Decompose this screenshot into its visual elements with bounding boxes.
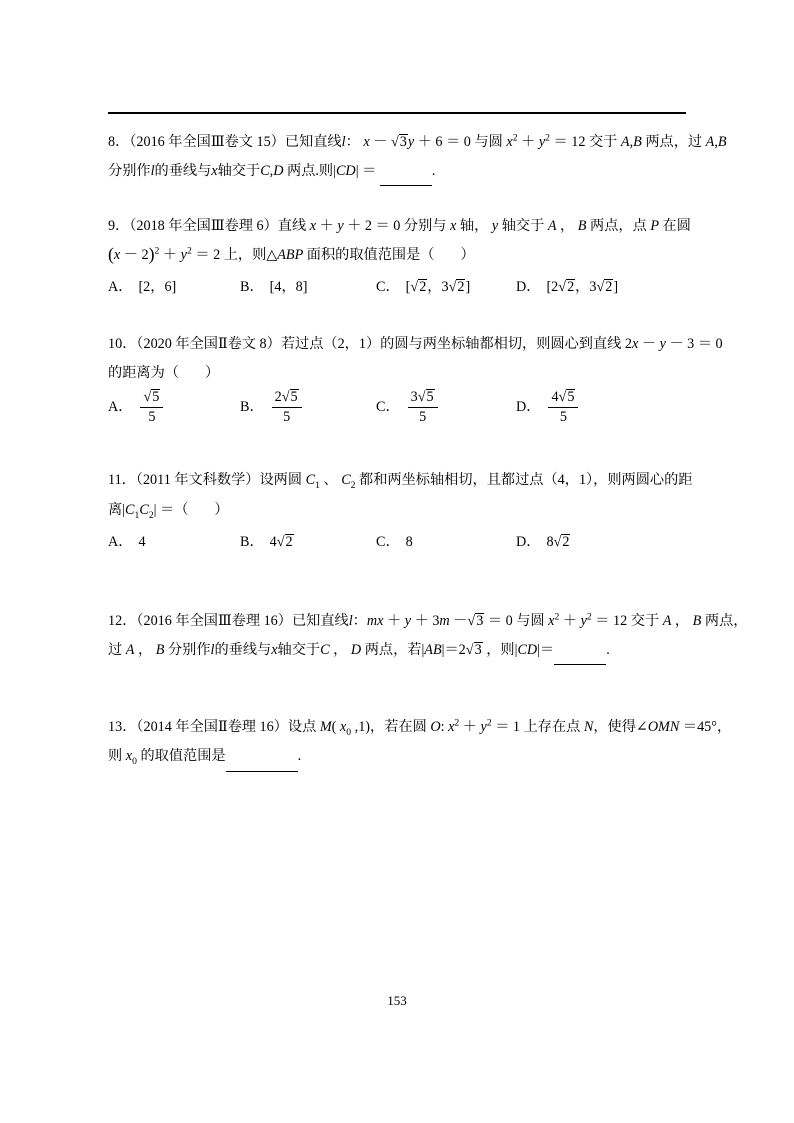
question-11	[108, 466, 693, 558]
question-10-line-1: 10．（2020 年全国Ⅱ卷文 8）若过点（2，1）的圆与两坐标轴都相切，则圆心到直线 2x － y － 3 ＝ 0	[108, 335, 723, 352]
option-d[interactable]: D． [2√2，3√2]	[516, 279, 619, 296]
option-c[interactable]: C． [√2，3√2]	[376, 279, 471, 296]
question-12-source: （2016 年全国Ⅲ卷理 16）	[136, 612, 292, 629]
question-10-number: 10	[108, 335, 123, 352]
option-b[interactable]: B． $\frac{2√5}{5}$	[240, 390, 376, 426]
question-8-source: （2016 年全国Ⅲ卷文 15）	[129, 134, 285, 150]
option-d[interactable]: D． 8√2	[516, 534, 570, 551]
option-c[interactable]: C． $\frac{3√5}{5}$	[376, 390, 516, 426]
question-13	[108, 713, 732, 772]
question-11-line-2: 离$|C_1C_2|$ ＝（ ）	[108, 501, 229, 521]
question-11-options	[108, 527, 686, 558]
option-c[interactable]: C． 8	[376, 534, 413, 551]
answer-blank	[554, 650, 606, 664]
header-rule	[108, 112, 686, 114]
question-11-number: 11	[108, 472, 122, 489]
question-10-source: （2020 年全国Ⅱ卷文 8）	[136, 335, 281, 352]
question-9-number: 9	[108, 218, 116, 235]
page-content	[108, 112, 748, 798]
question-9	[108, 212, 691, 303]
question-10	[108, 330, 723, 426]
question-9-options	[108, 272, 686, 303]
question-12-number: 12	[108, 612, 123, 629]
question-13-number: 13	[108, 718, 123, 735]
question-9-line-2: $(x - 2)^2 + y^2 = 2$ 上，则△ABP 面积的取值范围是（ ）	[108, 244, 475, 265]
question-8-line-2: 分别作l的垂线与x轴交于C,D 两点.则|CD| ＝ .	[108, 157, 686, 186]
question-8	[108, 128, 727, 186]
question-12-line-2: 过 A ， B 分别作l的垂线与x轴交于C ， D 两点，若|AB|＝2√3 ，则|CD|＝ .	[108, 636, 686, 665]
option-a[interactable]: A． 4	[108, 534, 146, 551]
question-12	[108, 607, 748, 665]
answer-blank	[380, 172, 432, 186]
page-number: 153	[387, 993, 407, 1008]
option-d[interactable]: D． $\frac{4√5}{5}$	[516, 390, 656, 426]
option-a[interactable]: A． [2，6]	[108, 279, 177, 296]
question-9-line-1: 9．（2018 年全国Ⅲ卷理 6）直线 x ＋ y ＋ 2 ＝ 0 分别与 x 轴， y 轴交于 A ， B 两点，点 P 在圆	[108, 218, 691, 235]
question-12-line-1: 12．（2016 年全国Ⅲ卷理 16）已知直线l：mx ＋ y ＋ 3m －√3 ＝ 0 与圆 $x^2 + y^2 = 12$ 交于 A ， B 两点，	[108, 610, 748, 629]
question-8-number: 8	[108, 134, 116, 150]
question-10-line-2: 的距离为（ ）	[108, 364, 220, 381]
option-b[interactable]: B． [4，8]	[240, 279, 308, 296]
question-8-line-1: 8．（2016 年全国Ⅲ卷文 15）已知直线l： x － √3y ＋ 6 ＝ 0 与圆 $x^2 + y^2 = 12$ 交于 A,B 两点，过 A,B	[108, 132, 727, 150]
option-b[interactable]: B． 4√2	[240, 534, 293, 551]
option-a[interactable]: A． $\frac{√5}{5}$	[108, 390, 240, 426]
question-11-line-1: 11．（2011 年文科数学）设两圆 $C_1$ 、 $C_2$ 都和两坐标轴相切，且都过点（4，1），则两圆心的距	[108, 472, 693, 491]
question-13-line-1: 13．（2014 年全国Ⅱ卷理 16）设点 M( $x_0$ ,1)，若在圆 O: $x^2 + y^2 = 1$ 上存在点 N，使得∠OMN ＝45°，	[108, 717, 732, 738]
question-10-options	[108, 390, 686, 426]
answer-blank	[226, 758, 298, 772]
question-11-source: （2011 年文科数学）	[135, 472, 260, 489]
question-13-line-2: 则 $x_0$ 的取值范围是 .	[108, 742, 686, 772]
question-9-source: （2018 年全国Ⅲ卷理 6）	[129, 218, 278, 235]
question-13-source: （2014 年全国Ⅱ卷理 16）	[136, 718, 288, 735]
